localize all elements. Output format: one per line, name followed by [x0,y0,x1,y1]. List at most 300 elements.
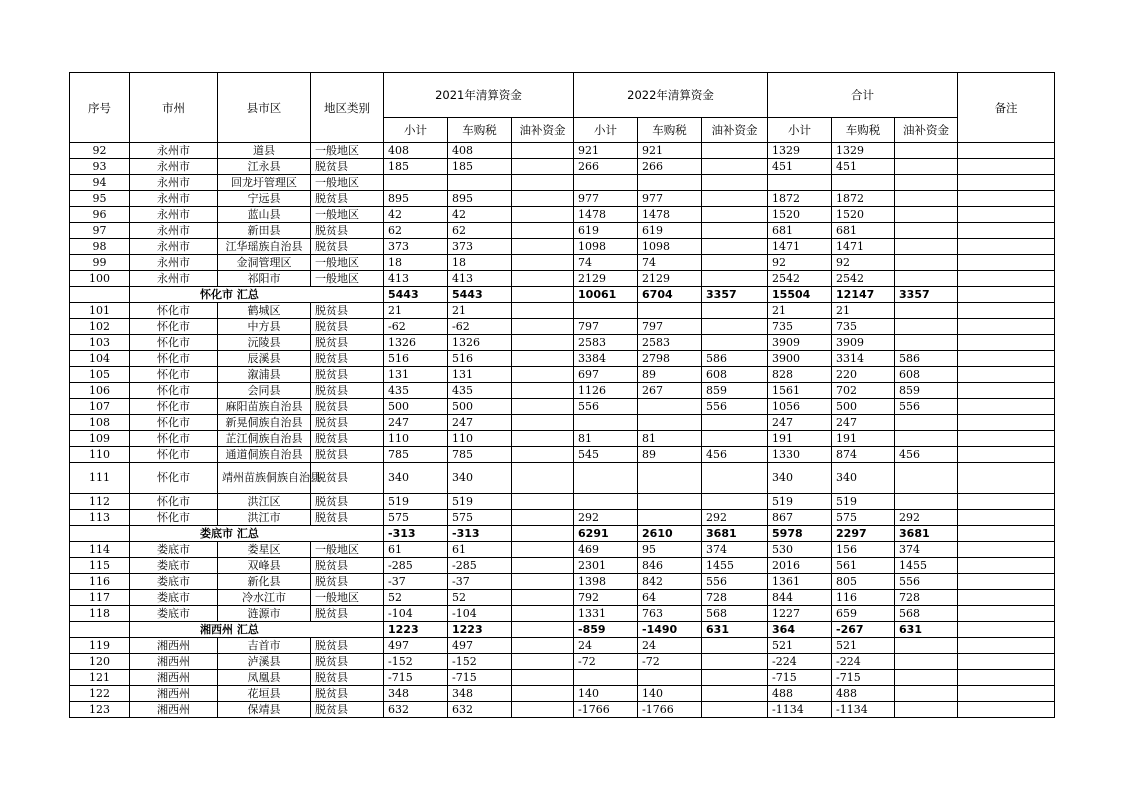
cell-value-i [895,319,958,335]
cell-county: 新晃侗族自治县 [218,415,311,431]
cell-value-a: 413 [384,271,448,287]
table-row [70,638,1055,654]
cell-region-type: 脱贫县 [311,367,384,383]
cell-value-d: 10061 [574,287,638,303]
cell-remark [958,175,1055,191]
cell-region-type: 脱贫县 [311,638,384,654]
cell-value-d: 556 [574,399,638,415]
cell-seq: 111 [70,463,130,494]
cell-city: 永州市 [130,159,218,175]
cell-value-i [895,191,958,207]
table-row [70,558,1055,574]
cell-value-d: 1331 [574,606,638,622]
cell-value-e: 89 [638,447,702,463]
cell-value-b: 435 [448,383,512,399]
cell-value-h: 702 [832,383,895,399]
cell-value-e: 6704 [638,287,702,303]
cell-value-a: 1326 [384,335,448,351]
cell-remark [958,271,1055,287]
cell-value-g: 2542 [768,271,832,287]
cell-value-b: -104 [448,606,512,622]
cell-value-g: 488 [768,686,832,702]
cell-value-f [702,702,768,718]
cell-region-type: 一般地区 [311,542,384,558]
cell-value-c [512,415,574,431]
cell-region-type: 脱贫县 [311,447,384,463]
cell-value-e: 95 [638,542,702,558]
cell-county: 会同县 [218,383,311,399]
cell-value-e: 2610 [638,526,702,542]
cell-value-a: -104 [384,606,448,622]
cell-value-a: 575 [384,510,448,526]
cell-seq [70,287,130,303]
cell-value-b [448,175,512,191]
cell-value-g: 340 [768,463,832,494]
table-header [70,73,1055,143]
table-row [70,159,1055,175]
cell-value-d: 6291 [574,526,638,542]
cell-value-g: 92 [768,255,832,271]
cell-seq: 120 [70,654,130,670]
cell-value-a: 61 [384,542,448,558]
cell-seq: 123 [70,702,130,718]
cell-value-a: -285 [384,558,448,574]
table-row [70,351,1055,367]
cell-remark [958,447,1055,463]
cell-value-f: 568 [702,606,768,622]
cell-county: 洪江市 [218,510,311,526]
table-row [70,399,1055,415]
cell-value-i [895,415,958,431]
cell-value-c [512,654,574,670]
cell-county: 宁远县 [218,191,311,207]
cell-value-f: 728 [702,590,768,606]
cell-seq: 98 [70,239,130,255]
cell-value-e: 2583 [638,335,702,351]
cell-seq: 115 [70,558,130,574]
cell-city: 娄底市 [130,606,218,622]
cell-value-b: 895 [448,191,512,207]
cell-value-e: 266 [638,159,702,175]
cell-value-a: 785 [384,447,448,463]
cell-seq: 105 [70,367,130,383]
cell-value-h: 488 [832,686,895,702]
cell-value-g: 519 [768,494,832,510]
cell-region-type: 一般地区 [311,207,384,223]
cell-city: 怀化市 [130,383,218,399]
cell-value-f: 556 [702,399,768,415]
cell-value-e: 24 [638,638,702,654]
cell-value-e [638,175,702,191]
cell-value-h: 2297 [832,526,895,542]
cell-value-i: 568 [895,606,958,622]
cell-value-a: -37 [384,574,448,590]
cell-value-a: 62 [384,223,448,239]
header-group-total: 合计 [768,73,958,118]
table-row [70,319,1055,335]
cell-value-g: 21 [768,303,832,319]
cell-value-h: 247 [832,415,895,431]
table-row [70,223,1055,239]
cell-value-d: 266 [574,159,638,175]
cell-value-d: 292 [574,510,638,526]
cell-value-h: 3909 [832,335,895,351]
cell-city: 永州市 [130,223,218,239]
cell-county: 沅陵县 [218,335,311,351]
cell-seq: 112 [70,494,130,510]
cell-county: 芷江侗族自治县 [218,431,311,447]
cell-seq: 108 [70,415,130,431]
cell-value-i [895,271,958,287]
cell-region-type: 脱贫县 [311,303,384,319]
cell-value-a: 497 [384,638,448,654]
cell-value-d: 619 [574,223,638,239]
cell-remark [958,431,1055,447]
cell-county: 回龙圩管理区 [218,175,311,191]
cell-value-d: 1098 [574,239,638,255]
cell-value-c [512,702,574,718]
cell-value-i [895,494,958,510]
cell-value-i [895,223,958,239]
cell-value-e [638,494,702,510]
cell-city: 怀化市 [130,351,218,367]
cell-value-h: 659 [832,606,895,622]
cell-city: 怀化市 [130,415,218,431]
cell-value-g: 451 [768,159,832,175]
cell-value-i [895,670,958,686]
cell-value-c [512,143,574,159]
cell-value-d [574,463,638,494]
cell-value-c [512,159,574,175]
cell-value-h: 521 [832,638,895,654]
cell-value-g: 5978 [768,526,832,542]
header-group-2021: 2021年清算资金 [384,73,574,118]
cell-value-e: 763 [638,606,702,622]
cell-value-f [702,239,768,255]
cell-value-f: 608 [702,367,768,383]
table-row [70,367,1055,383]
cell-value-a: 42 [384,207,448,223]
cell-city: 怀化市 [130,463,218,494]
cell-value-i [895,335,958,351]
cell-value-b: 785 [448,447,512,463]
cell-seq: 103 [70,335,130,351]
cell-value-c [512,686,574,702]
cell-value-c [512,383,574,399]
table-row [70,415,1055,431]
cell-value-b: 497 [448,638,512,654]
table-row [70,447,1055,463]
cell-value-d: -1766 [574,702,638,718]
cell-county: 双峰县 [218,558,311,574]
cell-value-g: 844 [768,590,832,606]
cell-value-b: 408 [448,143,512,159]
cell-value-e [638,510,702,526]
cell-value-d: 921 [574,143,638,159]
cell-county: 新田县 [218,223,311,239]
cell-county: 涟源市 [218,606,311,622]
cell-value-f [702,143,768,159]
cell-remark [958,351,1055,367]
cell-seq: 102 [70,319,130,335]
cell-value-g: 191 [768,431,832,447]
cell-value-i: 556 [895,574,958,590]
cell-value-g: 1329 [768,143,832,159]
cell-remark [958,526,1055,542]
cell-seq: 99 [70,255,130,271]
cell-remark [958,686,1055,702]
cell-seq: 107 [70,399,130,415]
table-row [70,271,1055,287]
cell-value-h: 1872 [832,191,895,207]
table-row [70,255,1055,271]
cell-region-type: 脱贫县 [311,463,384,494]
cell-value-a: 408 [384,143,448,159]
cell-county: 花垣县 [218,686,311,702]
cell-seq: 109 [70,431,130,447]
cell-value-f [702,207,768,223]
cell-city: 永州市 [130,191,218,207]
cell-region-type: 一般地区 [311,175,384,191]
cell-value-i: 556 [895,399,958,415]
cell-city: 怀化市 [130,303,218,319]
cell-region-type: 脱贫县 [311,319,384,335]
cell-value-c [512,255,574,271]
cell-county: 蓝山县 [218,207,311,223]
header-2022-fuel-subsidy: 油补资金 [702,118,768,143]
cell-value-c [512,463,574,494]
cell-value-c [512,191,574,207]
cell-value-e: 842 [638,574,702,590]
header-2021-fuel-subsidy: 油补资金 [512,118,574,143]
cell-region-type: 脱贫县 [311,223,384,239]
cell-value-a: 895 [384,191,448,207]
cell-remark [958,590,1055,606]
cell-county: 凤凰县 [218,670,311,686]
cell-city: 娄底市 [130,590,218,606]
table-row [70,542,1055,558]
cell-region-type: 脱贫县 [311,686,384,702]
cell-value-b: -62 [448,319,512,335]
cell-value-b: 348 [448,686,512,702]
cell-city: 湘西州 [130,702,218,718]
cell-remark [958,670,1055,686]
cell-value-e: 846 [638,558,702,574]
cell-region-type: 一般地区 [311,143,384,159]
cell-value-h [832,175,895,191]
cell-value-f [702,335,768,351]
cell-value-a: 340 [384,463,448,494]
cell-remark [958,702,1055,718]
cell-county: 冷水江市 [218,590,311,606]
cell-value-a [384,175,448,191]
cell-value-c [512,303,574,319]
cell-value-i [895,143,958,159]
cell-region-type: 脱贫县 [311,399,384,415]
cell-remark [958,558,1055,574]
table-row [70,606,1055,622]
cell-seq: 118 [70,606,130,622]
cell-seq: 92 [70,143,130,159]
cell-value-c [512,223,574,239]
cell-region-type: 脱贫县 [311,606,384,622]
cell-value-i: 3681 [895,526,958,542]
cell-value-b: 1326 [448,335,512,351]
cell-seq: 95 [70,191,130,207]
cell-value-c [512,351,574,367]
cell-value-g: 3909 [768,335,832,351]
cell-value-d [574,175,638,191]
cell-value-g: 247 [768,415,832,431]
header-total-subtotal: 小计 [768,118,832,143]
cell-region-type: 脱贫县 [311,510,384,526]
cell-region-type: 脱贫县 [311,351,384,367]
cell-value-g: -224 [768,654,832,670]
cell-value-f [702,494,768,510]
cell-value-b: 21 [448,303,512,319]
cell-value-h: 575 [832,510,895,526]
cell-county: 吉首市 [218,638,311,654]
cell-city: 永州市 [130,271,218,287]
cell-value-i: 728 [895,590,958,606]
header-2021-subtotal: 小计 [384,118,448,143]
cell-value-i: 292 [895,510,958,526]
header-county: 县市区 [218,73,311,143]
cell-value-g: 1361 [768,574,832,590]
cell-value-d: 140 [574,686,638,702]
cell-remark [958,143,1055,159]
cell-value-d: -859 [574,622,638,638]
table-row [70,431,1055,447]
cell-value-e: 89 [638,367,702,383]
cell-value-i [895,303,958,319]
cell-value-b: 61 [448,542,512,558]
cell-seq: 117 [70,590,130,606]
cell-value-b: 1223 [448,622,512,638]
table-row [70,191,1055,207]
cell-value-b: 632 [448,702,512,718]
cell-value-b: 373 [448,239,512,255]
cell-value-d: -72 [574,654,638,670]
cell-value-d: 545 [574,447,638,463]
cell-value-b: 18 [448,255,512,271]
cell-value-a: 18 [384,255,448,271]
cell-value-h: 21 [832,303,895,319]
cell-value-a: 1223 [384,622,448,638]
cell-region-type: 脱贫县 [311,494,384,510]
cell-seq: 93 [70,159,130,175]
cell-value-e: 797 [638,319,702,335]
cell-value-i: 374 [895,542,958,558]
cell-value-c [512,431,574,447]
cell-value-d: 792 [574,590,638,606]
cell-seq: 104 [70,351,130,367]
cell-value-d: 2301 [574,558,638,574]
cell-value-e [638,303,702,319]
cell-seq: 100 [70,271,130,287]
cell-summary-label: 湘西州 汇总 [130,622,384,638]
cell-value-d: 977 [574,191,638,207]
cell-remark [958,367,1055,383]
cell-value-i: 608 [895,367,958,383]
cell-city: 永州市 [130,239,218,255]
cell-value-e: 1478 [638,207,702,223]
cell-remark [958,510,1055,526]
cell-value-b: 110 [448,431,512,447]
cell-value-g: 1520 [768,207,832,223]
table-row [70,463,1055,494]
cell-value-a: 500 [384,399,448,415]
table-row [70,175,1055,191]
table-row [70,670,1055,686]
cell-city: 怀化市 [130,335,218,351]
cell-value-g: 1227 [768,606,832,622]
table-row [70,303,1055,319]
cell-value-i [895,463,958,494]
cell-value-f: 1455 [702,558,768,574]
cell-value-d: 469 [574,542,638,558]
cell-seq: 119 [70,638,130,654]
cell-value-h: -224 [832,654,895,670]
cell-city: 湘西州 [130,670,218,686]
cell-value-g: 681 [768,223,832,239]
cell-value-e [638,415,702,431]
cell-remark [958,383,1055,399]
cell-value-i [895,175,958,191]
cell-value-g: 530 [768,542,832,558]
cell-value-g [768,175,832,191]
cell-remark [958,191,1055,207]
cell-region-type: 脱贫县 [311,670,384,686]
cell-value-i [895,255,958,271]
cell-value-c [512,367,574,383]
cell-value-h: 12147 [832,287,895,303]
cell-remark [958,574,1055,590]
cell-remark [958,207,1055,223]
cell-value-f [702,175,768,191]
cell-value-e: 74 [638,255,702,271]
cell-value-i [895,654,958,670]
cell-value-f [702,463,768,494]
cell-value-e: 921 [638,143,702,159]
cell-value-a: 519 [384,494,448,510]
cell-county: 道县 [218,143,311,159]
cell-value-d: 2583 [574,335,638,351]
cell-value-b: 5443 [448,287,512,303]
cell-seq [70,526,130,542]
cell-value-c [512,542,574,558]
header-seq: 序号 [70,73,130,143]
table-row [70,686,1055,702]
table-row [70,383,1055,399]
cell-value-a: -62 [384,319,448,335]
cell-seq: 106 [70,383,130,399]
table-row [70,654,1055,670]
cell-value-d [574,415,638,431]
cell-summary-label: 怀化市 汇总 [130,287,384,303]
cell-remark [958,654,1055,670]
cell-seq: 94 [70,175,130,191]
cell-value-e: 1098 [638,239,702,255]
cell-value-i [895,207,958,223]
cell-remark [958,287,1055,303]
cell-value-c [512,319,574,335]
cell-value-h: 681 [832,223,895,239]
summary-row [70,622,1055,638]
cell-value-h: 519 [832,494,895,510]
cell-region-type: 一般地区 [311,255,384,271]
cell-value-c [512,622,574,638]
